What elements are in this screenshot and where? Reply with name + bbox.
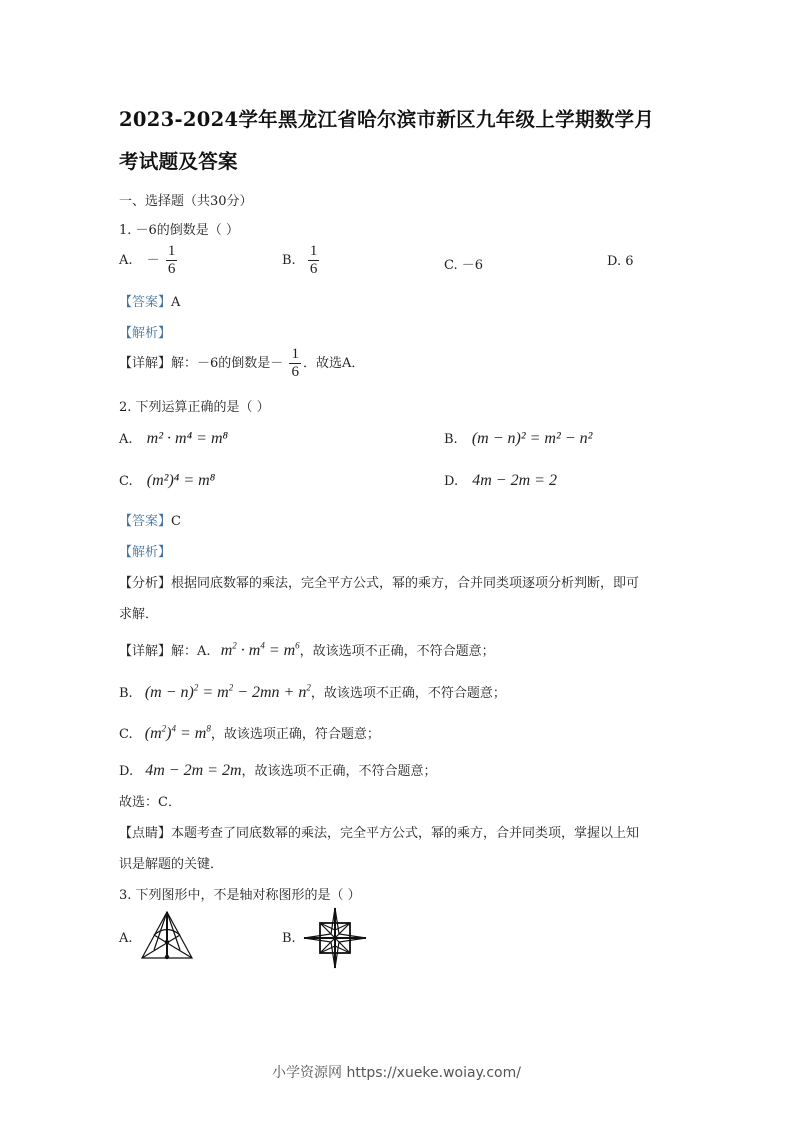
- detail-text: ．故选A．: [302, 356, 365, 371]
- math-expression: $(m - n)^2 = m^2 - 2mn + n^2$: [144, 682, 311, 701]
- denominator: 6: [167, 261, 176, 277]
- detail-text: ，故该选项不正确，不符合题意；: [310, 686, 506, 701]
- q2-dianjing: [119, 822, 639, 841]
- option-label: B.: [282, 253, 296, 268]
- q1-analysis-label: 【解析】: [119, 326, 172, 341]
- answer-value: A: [171, 295, 181, 310]
- detail-label: C.: [119, 727, 133, 742]
- section-heading: 一、选择题（共30分）: [119, 194, 253, 209]
- detail-text: 解：－6的倒数是－: [171, 356, 284, 371]
- option-label: B.: [444, 432, 458, 447]
- detail-label: 【详解】: [119, 644, 172, 659]
- fraction: [289, 346, 301, 381]
- q2-detail-b: [119, 682, 506, 702]
- q3-option-a-label: A.: [119, 931, 133, 946]
- math-expression: (m²)⁴ = m⁸: [146, 472, 216, 489]
- math-expression: $m^2 \cdot m^4 = m^6$: [220, 640, 300, 659]
- q2-dianjing-cont: 识是解题的关键．: [119, 857, 224, 872]
- q2-detail-a: [119, 640, 495, 660]
- document-title-line2: 考试题及答案: [119, 150, 238, 173]
- math-expression: (m − n)² = m² − n²: [471, 430, 593, 447]
- q2-stem: 2. 下列运算正确的是（ ）: [119, 400, 270, 415]
- math-expression: 4m − 2m = 2m: [145, 762, 242, 779]
- q1-option-d: D. 6: [607, 254, 634, 269]
- math-expression: 4m − 2m = 2: [472, 472, 557, 489]
- q2-option-c: [119, 472, 215, 490]
- q2-fenxi: [119, 572, 639, 591]
- option-label: D.: [444, 474, 459, 489]
- math-expression: $(m^2)^4 = m^8$: [144, 723, 211, 742]
- numerator: 1: [291, 346, 299, 362]
- fenxi-label: 【分析】: [119, 576, 172, 591]
- q1-option-c: C. －6: [444, 258, 484, 273]
- numerator: 1: [167, 243, 176, 259]
- dianjing-text: 本题考查了同底数幂的乘法，完全平方公式，幂的乘方，合并同类项，掌握以上知: [171, 826, 640, 841]
- q2-fenxi-cont: 求解．: [119, 607, 159, 622]
- q2-conclusion: 故选：C．: [119, 795, 181, 810]
- document-title-line1: 2023-2024学年黑龙江省哈尔滨市新区九年级上学期数学月: [119, 108, 655, 131]
- fraction: [308, 243, 320, 278]
- q2-option-a: [119, 430, 228, 448]
- detail-label: B.: [119, 686, 133, 701]
- dianjing-label: 【点睛】: [119, 826, 172, 841]
- q1-answer: [119, 291, 180, 310]
- q2-analysis-label: 【解析】: [119, 545, 172, 560]
- answer-label: 【答案】: [119, 295, 172, 310]
- numerator: 1: [309, 243, 318, 259]
- q2-detail-d: [119, 760, 437, 780]
- q1-option-a: [119, 243, 179, 278]
- q3-stem: 3. 下列图形中，不是轴对称图形的是（ ）: [119, 888, 361, 903]
- triangle-figure-icon: [140, 910, 194, 960]
- math-expression: m² · m⁴ = m⁸: [146, 430, 229, 447]
- answer-value: C: [171, 514, 181, 529]
- q2-option-d: [444, 472, 557, 490]
- q1-stem: 1. －6的倒数是（ ）: [119, 223, 239, 238]
- detail-text: ，故该选项不正确，不符合题意；: [299, 644, 495, 659]
- option-label: C.: [119, 474, 133, 489]
- minus-sign: －: [146, 253, 160, 268]
- detail-label: 【详解】: [119, 356, 172, 371]
- denominator: 6: [309, 261, 318, 277]
- detail-text: ，故该选项不正确，不符合题意；: [241, 764, 437, 779]
- q2-detail-c: [119, 723, 380, 743]
- star-square-figure-icon: [302, 906, 368, 970]
- denominator: 6: [291, 364, 299, 380]
- q1-detail: [119, 346, 364, 381]
- detail-text: ，故该选项正确，符合题意；: [210, 727, 380, 742]
- fenxi-text: 根据同底数幂的乘法，完全平方公式，幂的乘方，合并同类项逐项分析判断，即可: [171, 576, 640, 591]
- footer-watermark: 小学资源网 https://xueke.woiay.com/: [272, 1065, 521, 1081]
- q3-option-b-label: B.: [282, 931, 296, 946]
- answer-label: 【答案】: [119, 514, 172, 529]
- q2-option-b: [444, 430, 592, 448]
- fraction: [166, 243, 178, 278]
- detail-text: 解：A.: [171, 644, 211, 659]
- q1-option-b: [282, 243, 321, 278]
- detail-label: D.: [119, 764, 134, 779]
- option-label: A.: [119, 253, 133, 268]
- option-label: A.: [119, 432, 133, 447]
- q2-answer: [119, 510, 181, 529]
